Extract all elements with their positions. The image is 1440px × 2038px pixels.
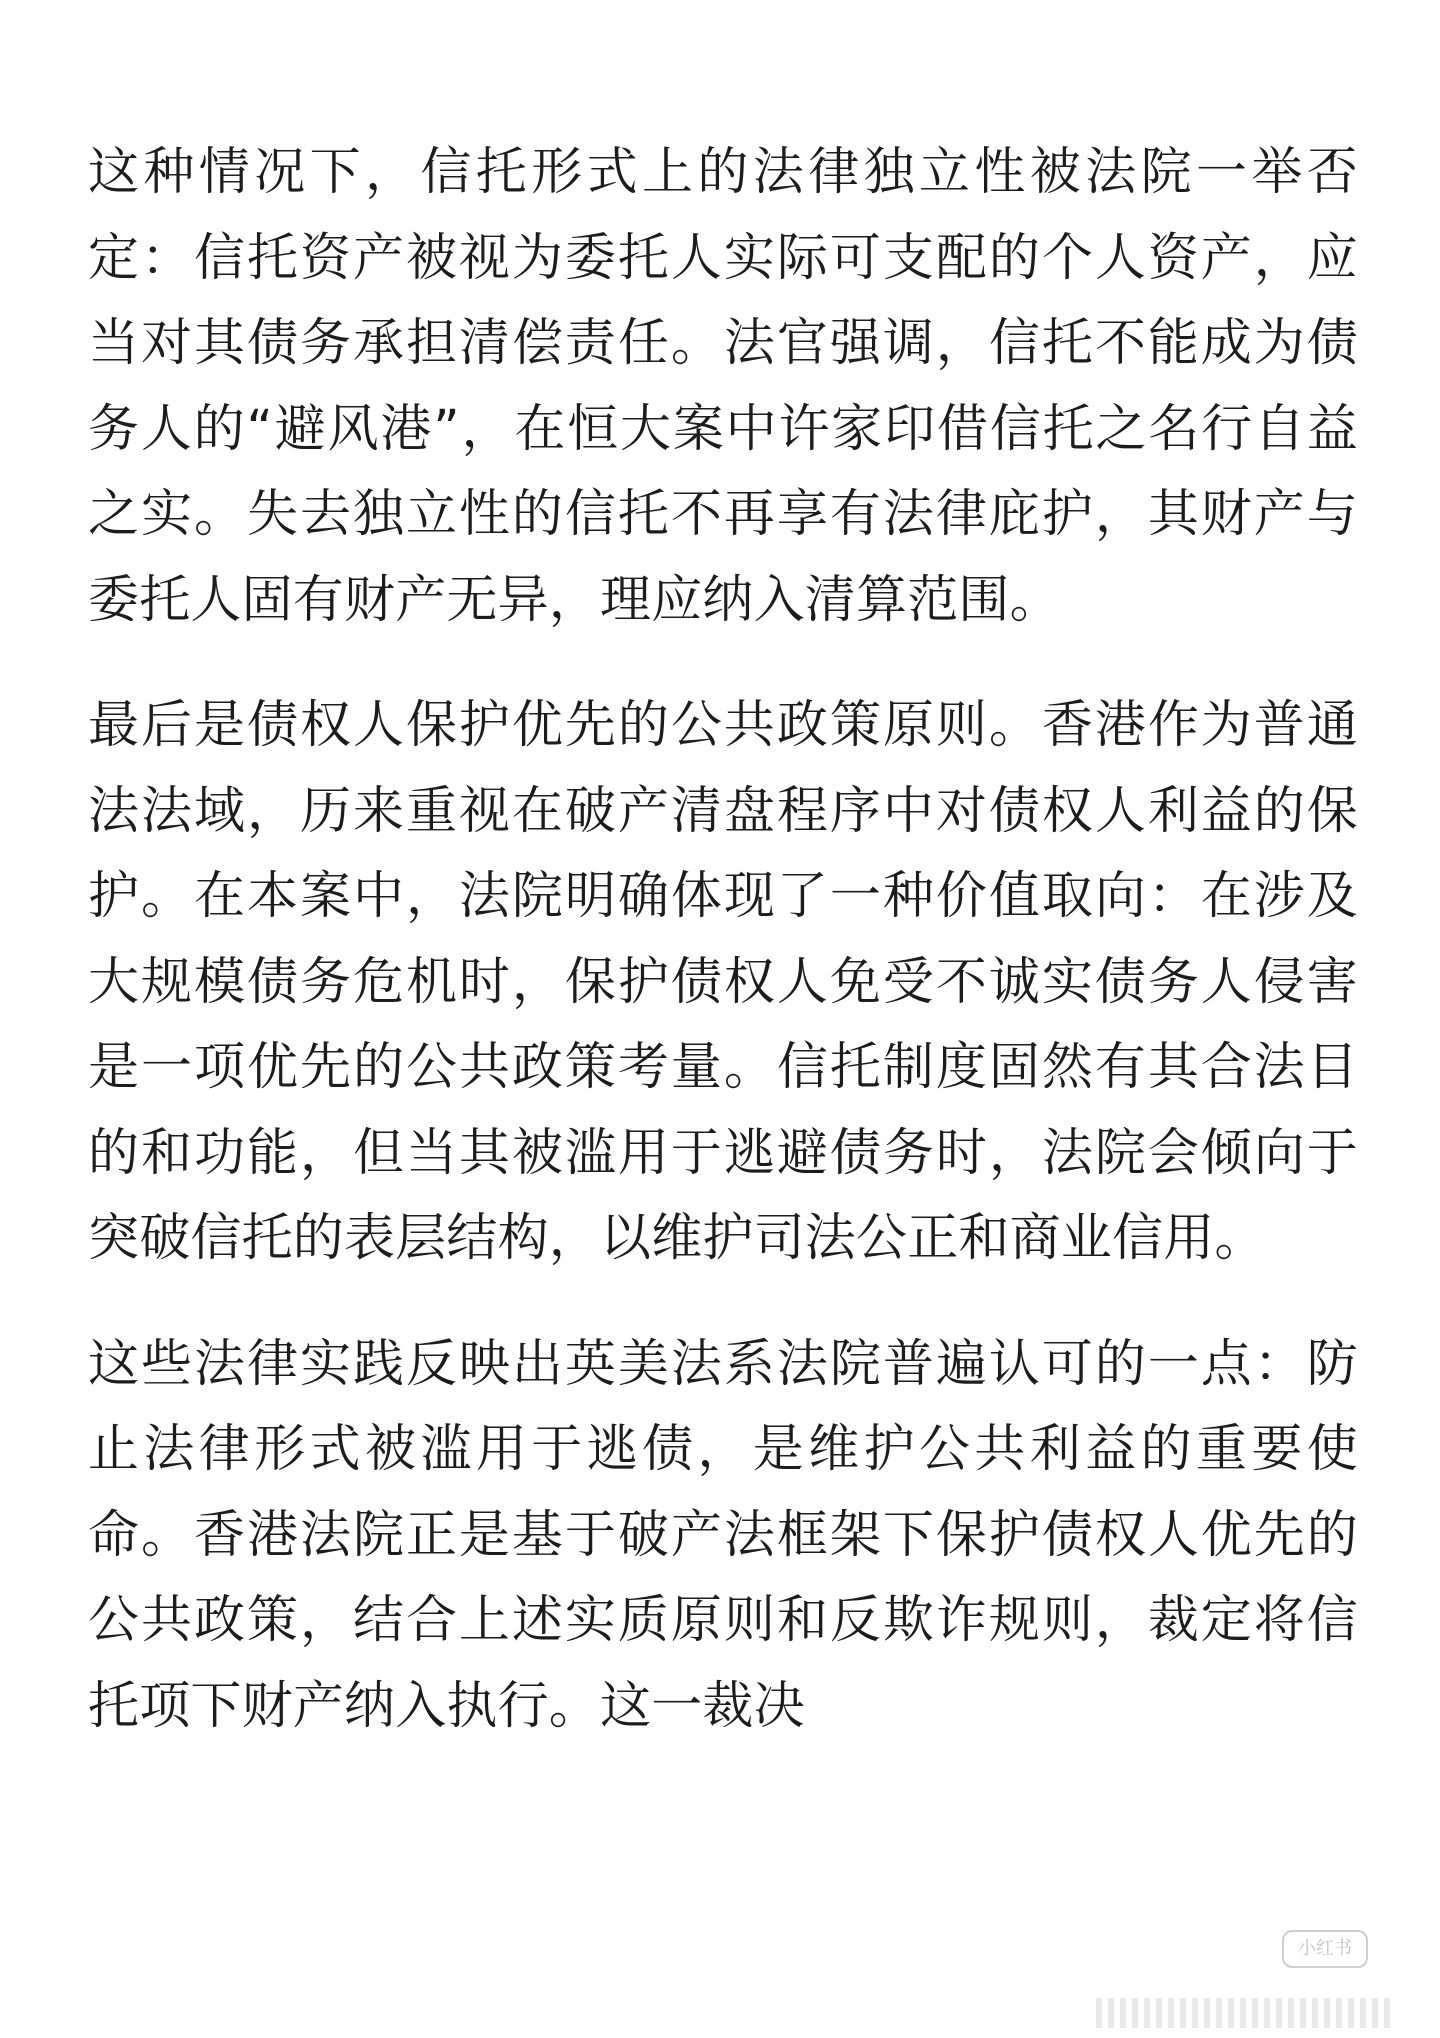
paragraph-2: 最后是债权人保护优先的公共政策原则。香港作为普通法法域，历来重视在破产清盘程序中对债权人利益的保护。在本案中，法院明确体现了一种价值取向：在涉及大规模债务危机时，保护债权人免受不诚实债务人侵害是一项优先的公共政策考量。信托制度固然有其合法目的和功能，但当其被滥用于逃避债务时，法院会倾向于突破信托的表层结构，以维护司法公正和商业信用。: [88, 696, 1358, 1268]
article-body: [88, 130, 1358, 1789]
paragraph-3: 这些法律实践反映出英美法系法院普遍认可的一点：防止法律形式被滥用于逃债，是维护公共利益的重要使命。香港法院正是基于破产法框架下保护债权人优先的公共政策，结合上述实质原则和反欺诈规则，裁定将信托项下财产纳入执行。这一裁决: [88, 1334, 1358, 1736]
paragraph-1: 这种情况下，信托形式上的法律独立性被法院一举否定：信托资产被视为委托人实际可支配的个人资产，应当对其债务承担清偿责任。法官强调，信托不能成为债务人的“避风港”，在恒大案中许家印借信托之名行自益之实。失去独立性的信托不再享有法律庇护，其财产与委托人固有财产无异，理应纳入清算范围。: [88, 143, 1358, 630]
watermark-logo-text: 小红书: [1298, 1938, 1352, 1959]
watermark-logo: [1282, 1930, 1368, 1968]
watermark-stripe: [1096, 1998, 1396, 2028]
